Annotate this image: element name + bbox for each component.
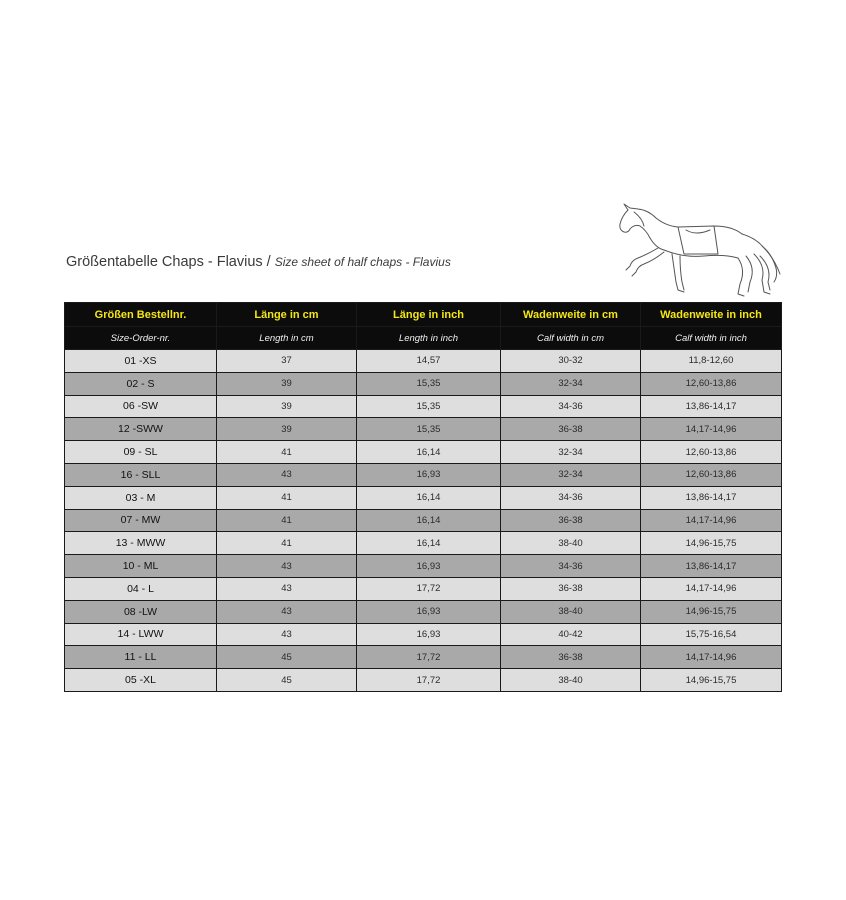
cell-calf-inch: 12,60-13,86 (641, 372, 782, 395)
cell-calf-inch: 14,17-14,96 (641, 577, 782, 600)
cell-length-inch: 16,14 (357, 441, 501, 464)
cell-length-cm: 45 (217, 669, 357, 692)
cell-length-inch: 16,93 (357, 555, 501, 578)
table-row (65, 669, 782, 692)
cell-length-cm: 37 (217, 350, 357, 373)
cell-calf-cm: 38-40 (501, 532, 641, 555)
table-row (65, 418, 782, 441)
cell-length-cm: 43 (217, 600, 357, 623)
cell-calf-inch: 14,17-14,96 (641, 509, 782, 532)
table-row (65, 509, 782, 532)
cell-length-cm: 39 (217, 418, 357, 441)
cell-length-cm: 41 (217, 509, 357, 532)
header-length-inch-en: Length in inch (357, 327, 501, 350)
horse-sketch-icon (614, 196, 784, 306)
cell-size-order: 06 -SW (65, 395, 217, 418)
cell-size-order: 09 - SL (65, 441, 217, 464)
cell-size-order: 05 -XL (65, 669, 217, 692)
cell-calf-cm: 36-38 (501, 509, 641, 532)
cell-calf-inch: 14,17-14,96 (641, 646, 782, 669)
cell-size-order: 02 - S (65, 372, 217, 395)
cell-size-order: 08 -LW (65, 600, 217, 623)
cell-calf-cm: 36-38 (501, 577, 641, 600)
table-row (65, 486, 782, 509)
cell-calf-cm: 38-40 (501, 669, 641, 692)
cell-length-inch: 15,35 (357, 418, 501, 441)
cell-length-inch: 16,93 (357, 463, 501, 486)
cell-calf-cm: 30-32 (501, 350, 641, 373)
table-row (65, 463, 782, 486)
cell-size-order: 01 -XS (65, 350, 217, 373)
table-row (65, 350, 782, 373)
cell-length-cm: 43 (217, 577, 357, 600)
size-table-body (65, 350, 782, 692)
header-length-inch-de: Länge in inch (357, 303, 501, 327)
table-row (65, 623, 782, 646)
cell-length-cm: 43 (217, 623, 357, 646)
cell-length-cm: 39 (217, 395, 357, 418)
cell-calf-inch: 13,86-14,17 (641, 395, 782, 418)
cell-size-order: 11 - LL (65, 646, 217, 669)
cell-calf-inch: 14,96-15,75 (641, 669, 782, 692)
cell-calf-cm: 34-36 (501, 395, 641, 418)
cell-length-cm: 41 (217, 441, 357, 464)
table-row (65, 577, 782, 600)
cell-calf-cm: 34-36 (501, 555, 641, 578)
cell-size-order: 07 - MW (65, 509, 217, 532)
cell-calf-inch: 13,86-14,17 (641, 555, 782, 578)
title-subtitle: Size sheet of half chaps - Flavius (274, 255, 451, 269)
cell-size-order: 04 - L (65, 577, 217, 600)
cell-length-inch: 17,72 (357, 577, 501, 600)
header-length-cm-en: Length in cm (217, 327, 357, 350)
header-size-order-de: Größen Bestellnr. (65, 303, 217, 327)
cell-calf-cm: 32-34 (501, 463, 641, 486)
cell-calf-cm: 40-42 (501, 623, 641, 646)
cell-length-cm: 41 (217, 532, 357, 555)
header-calf-cm-en: Calf width in cm (501, 327, 641, 350)
cell-length-inch: 16,14 (357, 486, 501, 509)
table-row (65, 555, 782, 578)
cell-size-order: 03 - M (65, 486, 217, 509)
table-row (65, 395, 782, 418)
table-row (65, 441, 782, 464)
cell-length-inch: 14,57 (357, 350, 501, 373)
table-row (65, 532, 782, 555)
cell-length-cm: 43 (217, 463, 357, 486)
cell-calf-cm: 34-36 (501, 486, 641, 509)
cell-calf-inch: 13,86-14,17 (641, 486, 782, 509)
cell-length-inch: 15,35 (357, 395, 501, 418)
cell-length-inch: 17,72 (357, 646, 501, 669)
cell-length-inch: 15,35 (357, 372, 501, 395)
header-length-cm-de: Länge in cm (217, 303, 357, 327)
cell-calf-inch: 14,17-14,96 (641, 418, 782, 441)
cell-calf-inch: 12,60-13,86 (641, 441, 782, 464)
cell-calf-cm: 32-34 (501, 372, 641, 395)
cell-length-cm: 45 (217, 646, 357, 669)
size-table (64, 302, 782, 692)
cell-size-order: 13 - MWW (65, 532, 217, 555)
cell-length-inch: 16,93 (357, 600, 501, 623)
cell-calf-cm: 38-40 (501, 600, 641, 623)
cell-size-order: 12 -SWW (65, 418, 217, 441)
header-calf-inch-en: Calf width in inch (641, 327, 782, 350)
header-calf-inch-de: Wadenweite in inch (641, 303, 782, 327)
cell-length-cm: 43 (217, 555, 357, 578)
header-calf-cm-de: Wadenweite in cm (501, 303, 641, 327)
cell-calf-cm: 36-38 (501, 418, 641, 441)
cell-size-order: 14 - LWW (65, 623, 217, 646)
cell-calf-inch: 15,75-16,54 (641, 623, 782, 646)
table-row (65, 372, 782, 395)
cell-size-order: 10 - ML (65, 555, 217, 578)
cell-size-order: 16 - SLL (65, 463, 217, 486)
cell-length-inch: 16,93 (357, 623, 501, 646)
title-main: Größentabelle Chaps - Flavius / (66, 254, 275, 270)
cell-calf-inch: 12,60-13,86 (641, 463, 782, 486)
page-title (66, 254, 451, 270)
cell-length-cm: 41 (217, 486, 357, 509)
cell-length-cm: 39 (217, 372, 357, 395)
header-row-english (65, 327, 782, 350)
table-row (65, 600, 782, 623)
table-row (65, 646, 782, 669)
cell-length-inch: 17,72 (357, 669, 501, 692)
cell-calf-cm: 36-38 (501, 646, 641, 669)
header-row-german (65, 303, 782, 327)
header-size-order-en: Size-Order-nr. (65, 327, 217, 350)
cell-calf-inch: 14,96-15,75 (641, 532, 782, 555)
cell-length-inch: 16,14 (357, 509, 501, 532)
cell-calf-inch: 11,8-12,60 (641, 350, 782, 373)
cell-length-inch: 16,14 (357, 532, 501, 555)
cell-calf-cm: 32-34 (501, 441, 641, 464)
cell-calf-inch: 14,96-15,75 (641, 600, 782, 623)
